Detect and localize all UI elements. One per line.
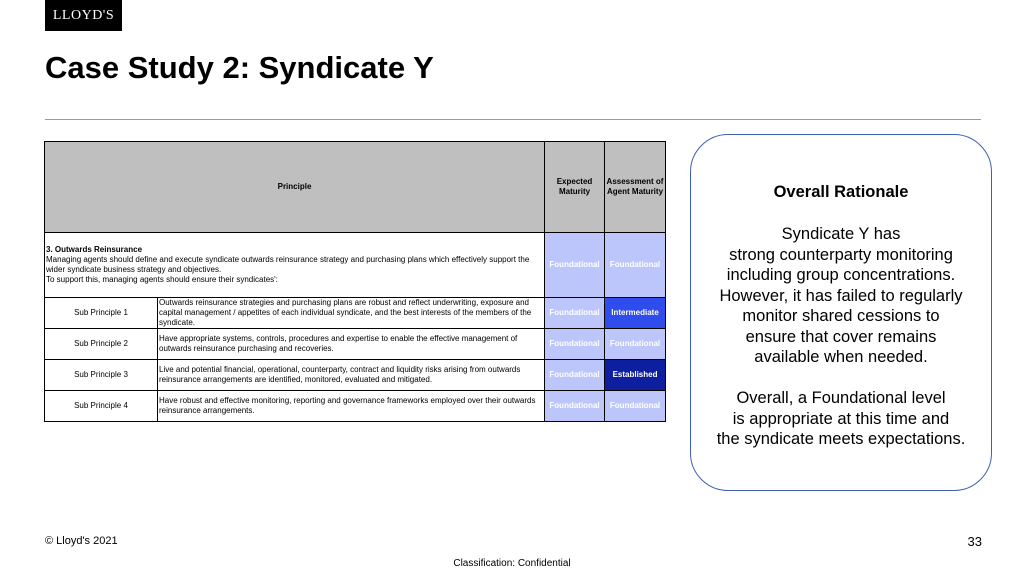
principle-intro-row — [45, 233, 666, 298]
rationale-body: Syndicate Y has strong counterparty monitoring including group concentrations. However, it has failed to regularly monitor shared cessions to ensure that cover remains available when needed. Overall, a Foundational level is appropriate at this time and the syndicate meets expectations. — [716, 225, 966, 448]
copyright: © Lloyd's 2021 — [45, 535, 118, 547]
maturity-cell: Foundational — [545, 329, 605, 360]
sub-principle-description: Live and potential financial, operational, counterparty, contract and liquidity risks arising from outwards reinsurance arrangements are identified, monitored, evaluated and mitigated. — [158, 360, 545, 391]
principle-text: Managing agents should define and execute syndicate outwards reinsurance strategy and purchasing plans which effectively support the wider syndicate business strategy and objectives. To support this, managing agents should ensure their syndicates': — [46, 255, 530, 284]
table-row — [45, 391, 666, 422]
maturity-cell: Foundational — [605, 329, 666, 360]
rationale-title: Overall Rationale — [773, 183, 909, 201]
title-divider — [45, 119, 981, 120]
table-row — [45, 360, 666, 391]
maturity-table — [44, 141, 666, 422]
principle-intro-cell — [45, 233, 545, 298]
sub-principle-label: Sub Principle 2 — [45, 329, 158, 360]
page-title: Case Study 2: Syndicate Y — [45, 50, 434, 85]
sub-principle-label: Sub Principle 4 — [45, 391, 158, 422]
maturity-cell: Foundational — [545, 360, 605, 391]
principle-title: 3. Outwards Reinsurance — [46, 245, 143, 254]
classification-label: Classification: Confidential — [453, 558, 571, 569]
sub-principle-description: Have appropriate systems, controls, procedures and expertise to enable the effective management of outwards reinsurance purchasing and recoveries. — [158, 329, 545, 360]
table-row — [45, 298, 666, 329]
maturity-cell: Established — [605, 360, 666, 391]
rationale-box — [690, 134, 992, 491]
maturity-cell: Foundational — [605, 233, 666, 298]
sub-principle-label: Sub Principle 1 — [45, 298, 158, 329]
table-header-row — [45, 142, 666, 233]
header-expected-maturity: Expected Maturity — [545, 142, 605, 233]
header-principle: Principle — [45, 142, 545, 233]
lloyds-logo: LLOYD'S — [45, 0, 122, 31]
header-assessment: Assessment of Agent Maturity — [605, 142, 666, 233]
sub-principle-description: Have robust and effective monitoring, reporting and governance frameworks employed over their outwards reinsurance arrangements. — [158, 391, 545, 422]
sub-principle-description: Outwards reinsurance strategies and purchasing plans are robust and reflect underwriting, exposure and capital management / appetites of each individual syndicate, and the best interests of the members of the syndicate. — [158, 298, 545, 329]
sub-principle-label: Sub Principle 3 — [45, 360, 158, 391]
page-number: 33 — [967, 534, 982, 549]
maturity-cell: Foundational — [545, 298, 605, 329]
maturity-cell: Foundational — [545, 233, 605, 298]
maturity-cell: Foundational — [605, 391, 666, 422]
maturity-cell: Foundational — [545, 391, 605, 422]
table-row — [45, 329, 666, 360]
maturity-cell: Intermediate — [605, 298, 666, 329]
